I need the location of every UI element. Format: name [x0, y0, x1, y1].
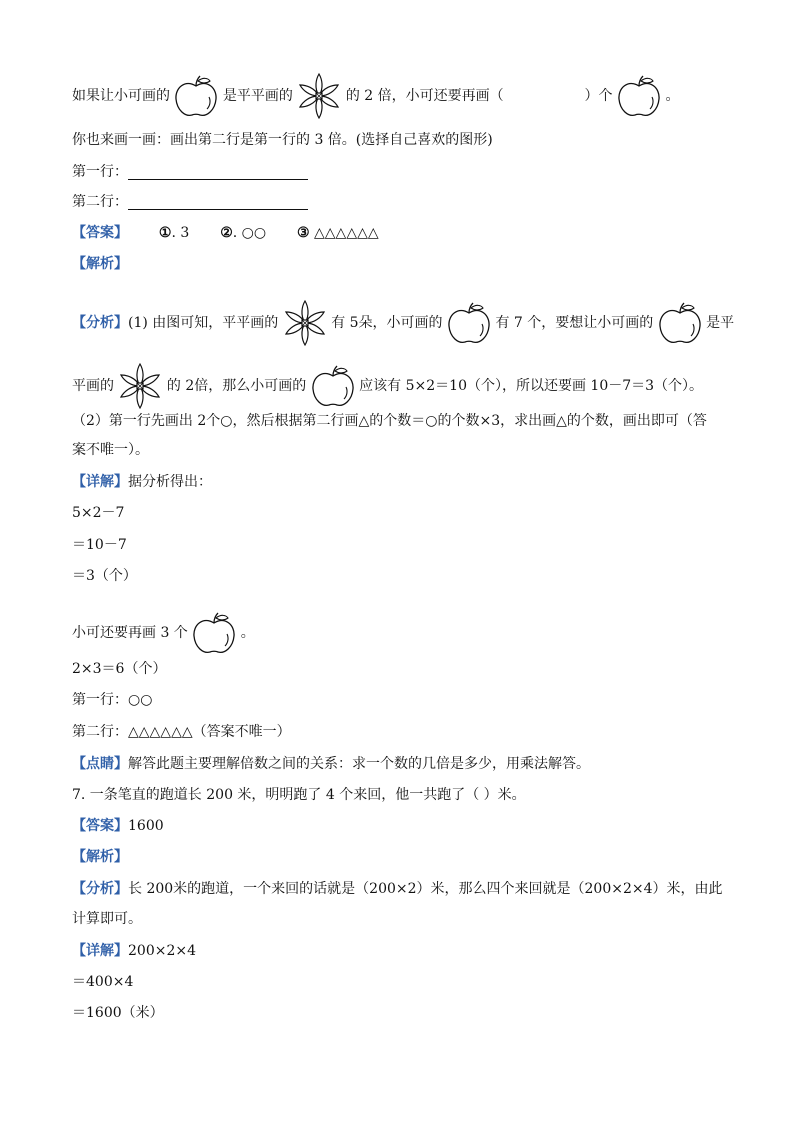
apple-icon [447, 302, 491, 344]
q6-row2-answer: 第二行：△△△△△△（答案不唯一） [72, 724, 291, 740]
q6-answer-tag: 【答案】 [72, 225, 128, 241]
q6-row2-blank [128, 195, 308, 210]
flower-icon [297, 74, 341, 118]
q6-f1-b: 有 5朵，小可画的 [331, 315, 443, 331]
q7-calc-1: 200×2×4 [128, 943, 196, 959]
q6-line-1 [72, 74, 679, 118]
q6-calc-1: 5×2－7 [72, 505, 125, 521]
q6-fenxi-line-3: （2）第一行先画出 2个○，然后根据第二行画△的个数＝○的个数×3，求出画△的个数，画出即可（答 [72, 413, 707, 429]
q6-calc-3: ＝3（个） [72, 568, 137, 584]
q6-row1-answer: 第一行：○○ [72, 692, 153, 708]
q6-dianjing-line [72, 754, 590, 774]
q6-row1-line [72, 162, 308, 182]
q6-fenxi-line-1 [72, 301, 734, 345]
q7-fenxi-line-1 [72, 879, 723, 899]
q6-answer2-val: . ○○ [232, 225, 267, 241]
q6-row1-label: 第一行： [72, 164, 128, 180]
q7-answer-tag: 【答案】 [72, 818, 128, 834]
q7-answer-line [72, 816, 164, 836]
q6-answer3-num: ③ [297, 225, 310, 241]
q6-line1-text-c: 的 2 倍，小可还要再画（ [345, 88, 504, 104]
q6-row2-label: 第二行： [72, 194, 128, 210]
q6-line1-text-a: 如果让小可画的 [72, 88, 170, 104]
q6-dianjing-tag: 【点睛】 [72, 756, 128, 772]
q6-concl-b: 。 [240, 625, 255, 641]
q6-f2-b: 的 2倍，那么小可画的 [166, 378, 307, 394]
q6-f2-a: 平画的 [72, 378, 114, 394]
q6-answer1-val: . 3 [171, 225, 190, 241]
q6-f1-d: 是平 [706, 315, 735, 331]
q6-fenxi-line-4: 案不唯一）。 [72, 442, 149, 458]
q6-answer1-num: ① [158, 225, 172, 241]
apple-icon [658, 302, 702, 344]
apple-icon [174, 75, 218, 117]
q6-detail-tag: 【详解】 [72, 474, 128, 490]
q6-line1-text-b: 是平平画的 [222, 88, 293, 104]
q6-answer2-num: ② [220, 225, 233, 241]
q6-analysis-tag: 【解析】 [72, 256, 128, 272]
q6-detail-text: 据分析得出： [128, 474, 212, 490]
flower-icon [118, 364, 162, 408]
q6-line-2: 你也来画一画：画出第二行是第一行的 3 倍。(选择自己喜欢的图形) [72, 132, 493, 148]
q6-line1-text-d: ）个 [584, 88, 613, 104]
q7-analysis-tag: 【解析】 [72, 849, 128, 865]
q7-calc-3: ＝1600（米） [72, 1005, 164, 1021]
q6-row2-line [72, 192, 308, 212]
q7-fenxi-line-2: 计算即可。 [72, 911, 142, 927]
apple-icon [617, 75, 661, 117]
apple-icon [311, 365, 355, 407]
q6-calc-2: ＝10－7 [72, 537, 127, 553]
q6-f1-a: (1) 由图可知，平平画的 [128, 315, 279, 331]
q6-conclusion [72, 612, 255, 654]
apple-icon [192, 612, 236, 654]
q7-detail-line [72, 941, 196, 961]
q6-answer3-val: △△△△△△ [314, 225, 379, 241]
q6-calc-4: 2×3＝6（个） [72, 661, 167, 677]
q7-detail-tag: 【详解】 [72, 943, 128, 959]
q7-fenxi-tag: 【分析】 [72, 881, 128, 897]
q7-f1: 长 200米的跑道，一个来回的话就是（200×2）米，那么四个来回就是（200×2×4）米，由此 [128, 881, 723, 897]
q6-row1-blank [128, 165, 308, 180]
q6-dianjing-text: 解答此题主要理解倍数之间的关系：求一个数的几倍是多少，用乘法解答。 [128, 756, 590, 772]
flower-icon [283, 301, 327, 345]
q6-line1-text-e: 。 [665, 88, 680, 104]
q6-f1-c: 有 7 个，要想让小可画的 [495, 315, 654, 331]
q7-question: 7. 一条笔直的跑道长 200 米，明明跑了 4 个来回，他一共跑了（ ）米。 [72, 787, 526, 803]
q7-calc-2: ＝400×4 [72, 974, 134, 990]
q6-f2-c: 应该有 5×2＝10（个），所以还要画 10－7＝3（个）。 [359, 378, 704, 394]
q6-fenxi-tag: 【分析】 [72, 315, 128, 331]
q6-answer-line [72, 223, 379, 243]
q6-fenxi-line-2 [72, 364, 703, 408]
q6-concl-a: 小可还要再画 3 个 [72, 625, 188, 641]
q6-detail-line [72, 472, 212, 492]
q7-answer: 1600 [128, 818, 164, 834]
